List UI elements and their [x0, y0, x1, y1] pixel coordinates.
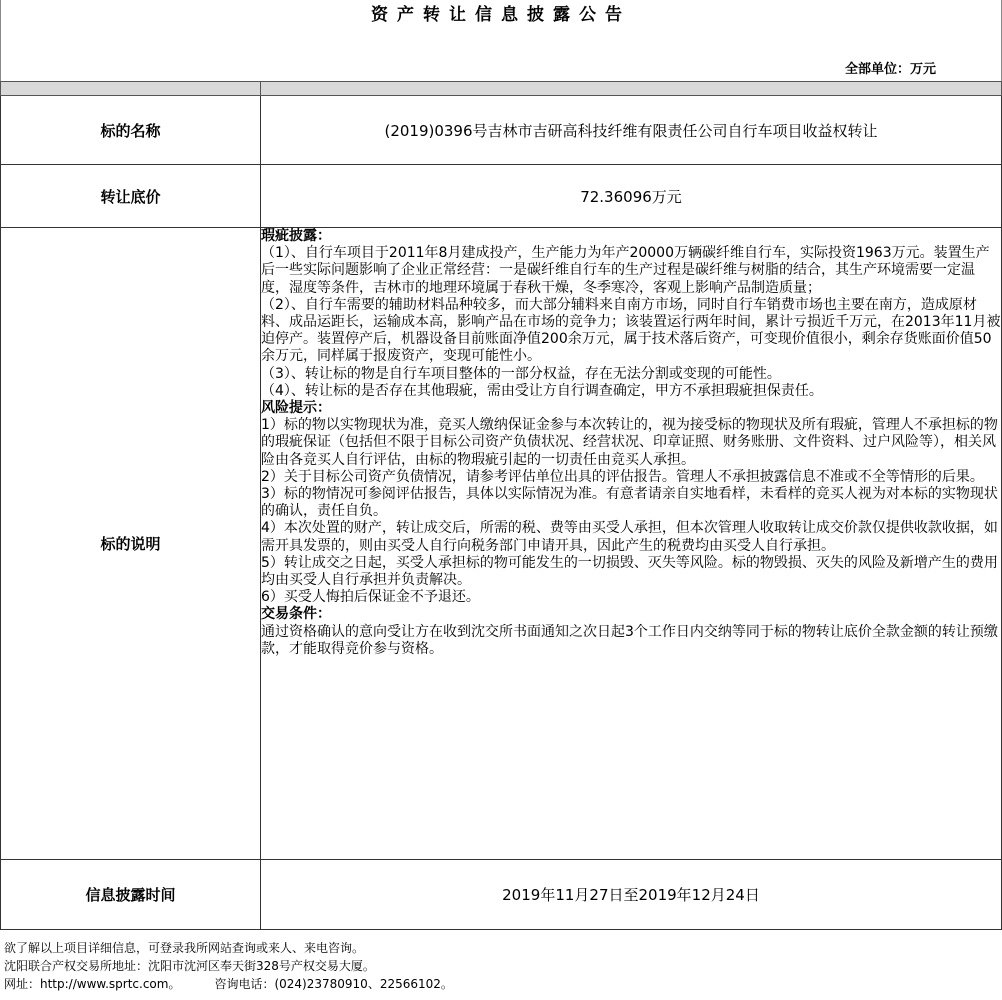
- risk-item: 4）本次处置的财产，转让成交后，所需的税、费等由买受人承担，但本次管理人收取转让成交价款仅提供收款收据，如需开具发票的，则由买受人自行向税务部门申请开具，因此产生的税费均由买受人自行承担。: [261, 520, 998, 554]
- defect-item: （3）、转让标的物是自行车项目整体的一部分权益，存在无法分割或变现的可能性。: [261, 365, 781, 382]
- info-table: [0, 81, 1002, 930]
- risk-item: 5）转让成交之日起，买受人承担标的物可能发生的一切损毁、灭失等风险。标的物毁损、灭失的风险及新增产生的费用均由买受人自行承担并负责解决。: [261, 554, 998, 589]
- defect-item: （1）、自行车项目于2011年8月建成投产，生产能力为年产20000万辆碳纤维自行车，实际投资1963万元。装置生产后一些实际问题影响了企业正常经营：一是碳纤维自行车的生产过程是碳纤维与树脂的结合，其生产环境需要一定温度，湿度等条件，吉林市的地理环境属于春秋干燥，冬季寒冷，客观上影响产品制造质量；: [261, 245, 990, 296]
- risk-item: 6）买受人悔拍后保证金不予退还。: [261, 589, 480, 606]
- risk-item: 3）标的物情况可参阅评估报告，具体以实际情况为准。有意者请亲自实地看样，未看样的竞买人视为对本标的实物现状的确认，责任自负。: [261, 486, 998, 520]
- blank-cell-left: [1, 82, 261, 96]
- risk-item: 2）关于目标公司资产负债情况，请参考评估单位出具的评估报告。管理人不承担披露信息不准或不全等情形的后果。: [261, 468, 984, 485]
- disclosure-time-value: 2019年11月27日至2019年12月24日: [261, 860, 1002, 930]
- row-asset-name: [1, 96, 1002, 165]
- row-disclosure-time: [1, 860, 1002, 930]
- footer: [4, 939, 453, 993]
- footer-website: 网址：http://www.sprtc.com。: [4, 977, 181, 991]
- footer-address: 沈阳联合产权交易所地址：沈阳市沈河区奉天街328号产权交易大厦。: [4, 959, 375, 973]
- defect-item: （2）、自行车需要的辅助材料品种较多，而大部分辅料来自南方市场，同时自行车销费市场也主要在南方，造成原材料、成品运距长，运输成本高，影响产品在市场的竞争力；该装置运行两年时间，累计亏损近千万元，在2013年11月被迫停产。装置停产后，机器设备目前账面净值200余万元，属于技术落后资产，可变现价值很小，剩余存货账面价值50余万元，同样属于报废资产，变现可能性小。: [261, 296, 1001, 365]
- reserve-price-label: 转让底价: [1, 165, 261, 228]
- description-content: [261, 228, 1002, 860]
- footer-phone: 咨询电话：(024)23780910、22566102。: [214, 977, 453, 991]
- asset-name-label: 标的名称: [1, 96, 261, 165]
- header-blank-row: [1, 82, 1002, 96]
- footer-inquiry-note: 欲了解以上项目详细信息，可登录我所网站查询或来人、来电咨询。: [4, 941, 365, 955]
- page-title: 资产转让信息披露公告: [371, 5, 631, 25]
- footer-contact: [4, 975, 453, 993]
- risk-title: 风险提示：: [261, 400, 331, 417]
- conditions-text: 通过资格确认的意向受让方在收到沈交所书面通知之次日起3个工作日内交纳等同于标的物转让底价全款金额的转让预缴款，才能取得竞价参与资格。: [261, 623, 998, 657]
- defects-title: 瑕疵披露：: [261, 228, 331, 244]
- conditions-title: 交易条件：: [261, 606, 331, 623]
- description-label: 标的说明: [1, 228, 261, 860]
- reserve-price-value: 72.36096万元: [261, 165, 1002, 228]
- row-description: [1, 228, 1002, 860]
- risk-item: 1）标的物以实物现状为准，竞买人缴纳保证金参与本次转让的，视为接受标的物现状及所有瑕疵，管理人不承担标的物的瑕疵保证（包括但不限于目标公司资产负债状况、经营状况、印章证照、财务账册、文件资料、过户风险等），相关风险由各竞买人自行评估，由标的物瑕疵引起的一切责任由竞买人承担。: [261, 417, 998, 468]
- asset-name-value: (2019)0396号吉林市吉研高科技纤维有限责任公司自行车项目收益权转让: [261, 96, 1002, 165]
- blank-cell-right: [261, 82, 1002, 96]
- row-reserve-price: [1, 165, 1002, 228]
- disclosure-time-label: 信息披露时间: [1, 860, 261, 930]
- defect-item: （4）、转让标的是否存在其他瑕疵，需由受让方自行调查确定，甲方不承担瑕疵担保责任。: [261, 382, 823, 399]
- unit-note: 全部单位：万元: [844, 62, 936, 77]
- frame-left-border: [0, 0, 1, 82]
